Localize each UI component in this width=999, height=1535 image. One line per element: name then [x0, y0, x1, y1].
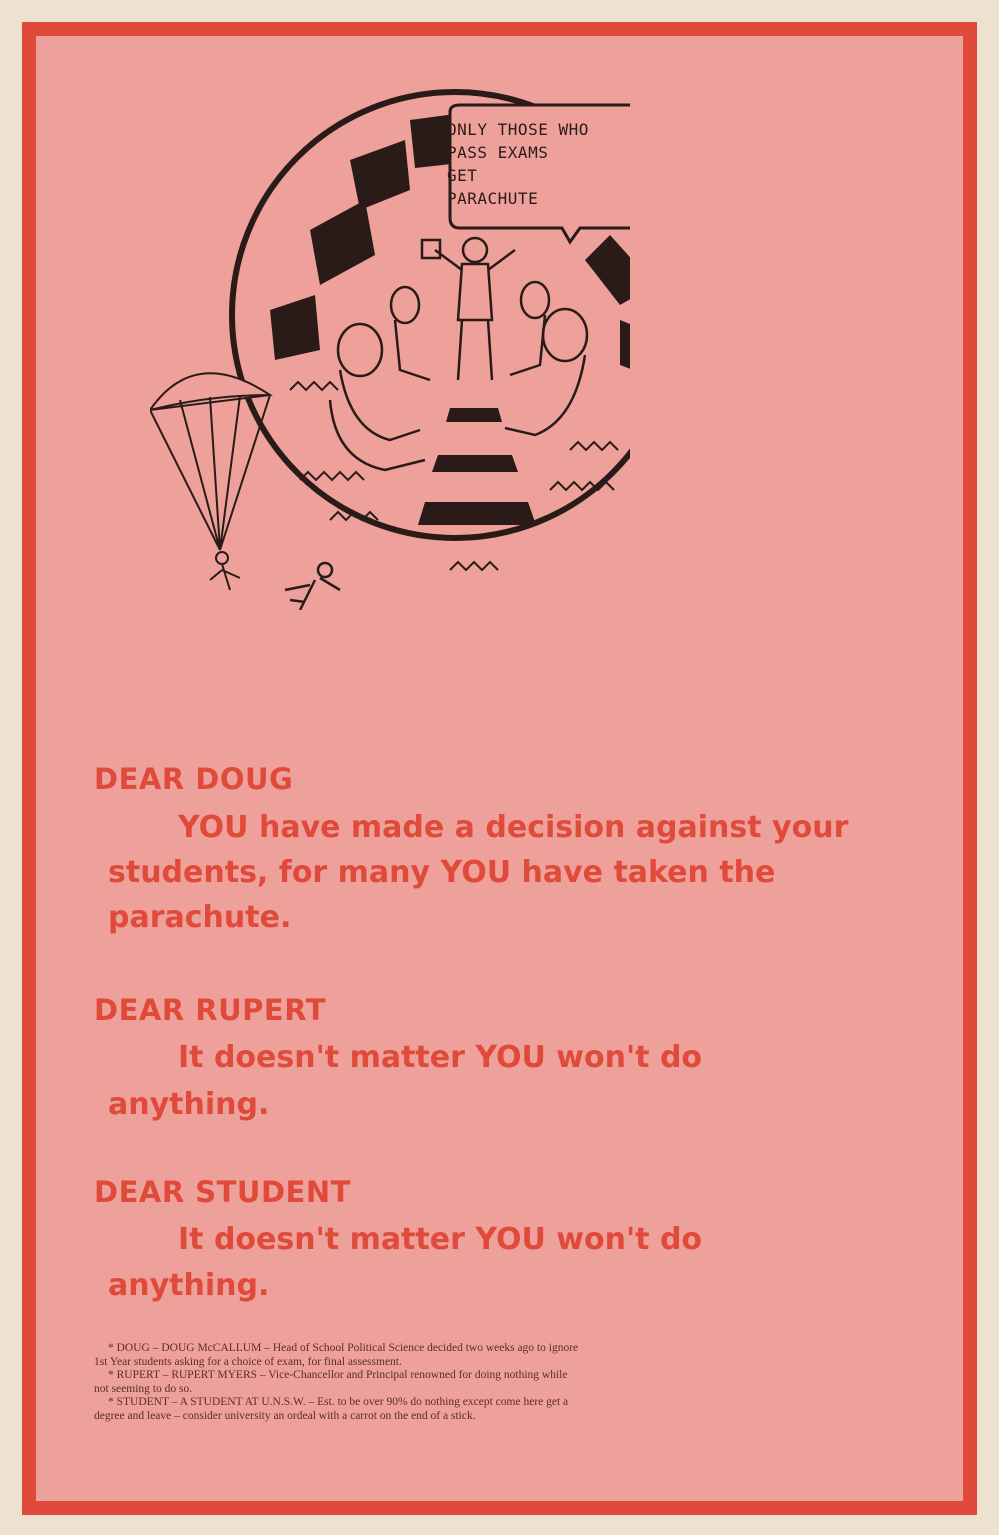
speech-line: ONLY THOSE WHO	[447, 120, 589, 139]
letter-line: YOU have made a decision against your	[178, 810, 849, 845]
footnote: * STUDENT – A STUDENT AT U.N.S.W. – Est. to be over 90% do nothing except come here get a degree and leave – consider university an ordeal with a carrot on the end of a stick.	[94, 1396, 569, 1422]
falling-person-icon	[285, 563, 340, 610]
speech-line: GET	[447, 166, 478, 185]
salutation: DEAR RUPERT	[94, 993, 327, 1027]
letter-line: It doesn't matter YOU won't do	[178, 1222, 703, 1257]
speech-line: PARACHUTE	[447, 189, 539, 208]
speech-bubble-text	[447, 118, 647, 228]
letter-line: anything.	[108, 1087, 270, 1122]
footnote: * DOUG – DOUG McCALLUM – Head of School Political Science decided two weeks ago to ignore 1st Year students asking for a choice of exam, for final assessment.	[94, 1342, 579, 1368]
footnotes	[94, 1342, 584, 1423]
letter-line: parachute.	[108, 900, 292, 935]
salutation: DEAR STUDENT	[94, 1175, 351, 1209]
letter-line: anything.	[108, 1268, 270, 1303]
letter-line: students, for many YOU have taken the	[108, 855, 776, 890]
letter-line: It doesn't matter YOU won't do	[178, 1040, 703, 1075]
speech-line: PASS EXAMS	[447, 143, 549, 162]
lecturer-figure	[422, 238, 515, 380]
floor-bands	[418, 408, 536, 525]
footnote: * RUPERT – RUPERT MYERS – Vice-Chancellor and Principal renowned for doing nothing while not seeming to do so.	[94, 1369, 568, 1395]
salutation: DEAR DOUG	[94, 762, 294, 796]
